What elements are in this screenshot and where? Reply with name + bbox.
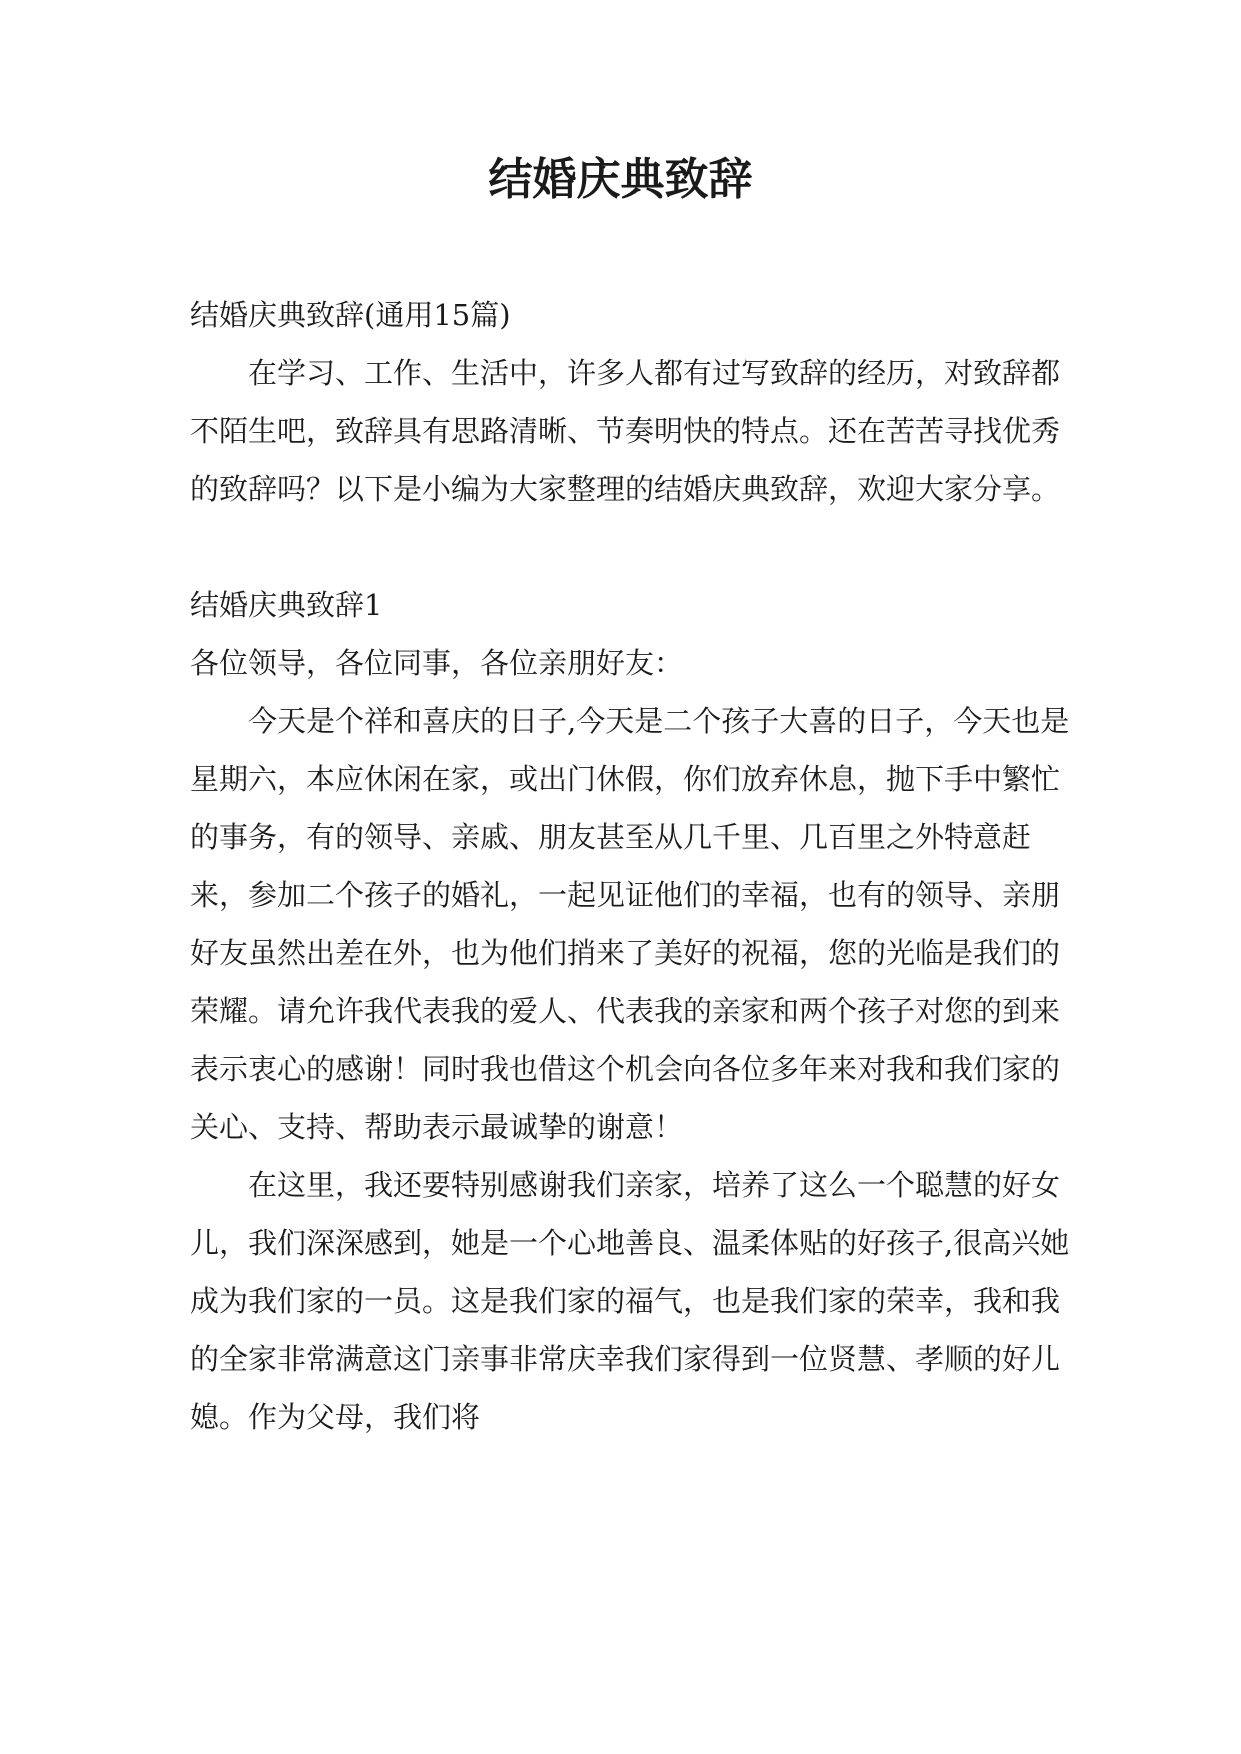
- salutation: 各位领导，各位同事，各位亲朋好友：: [190, 646, 684, 680]
- document-subtitle: 结婚庆典致辞(通用15篇): [190, 298, 511, 332]
- body-paragraph-1: 今天是个祥和喜庆的日子,今天是二个孩子大喜的日子，今天也是星期六，本应休闲在家，或出门休假，你们放弃休息，抛下手中繁忙的事务，有的领导、亲戚、朋友甚至从几千里、几百里之外特意赶来，参加二个孩子的婚礼，一起见证他们的幸福，也有的领导、亲朋好友虽然出差在外，也为他们捎来了美好的祝福，您的光临是我们的荣耀。请允许我代表我的爱人、代表我的亲家和两个孩子对您的到来表示衷心的感谢！同时我也借这个机会向各位多年来对我和我们家的关心、支持、帮助表示最诚挚的谢意！: [190, 704, 1070, 1144]
- document-body: [190, 286, 1072, 1446]
- section-spacer: [190, 518, 1072, 576]
- section-heading: 结婚庆典致辞1: [190, 588, 383, 622]
- document-title: 结婚庆典致辞: [488, 154, 753, 205]
- intro-paragraph: 在学习、工作、生活中，许多人都有过写致辞的经历，对致辞都不陌生吧，致辞具有思路清晰、节奏明快的特点。还在苦苦寻找优秀的致辞吗？以下是小编为大家整理的结婚庆典致辞，欢迎大家分享。: [190, 356, 1061, 506]
- body-paragraph-2: 在这里，我还要特别感谢我们亲家，培养了这么一个聪慧的好女儿，我们深深感到，她是一个心地善良、温柔体贴的好孩子,很高兴她成为我们家的一员。这是我们家的福气，也是我们家的荣幸，我和我的全家非常满意这门亲事非常庆幸我们家得到一位贤慧、孝顺的好儿媳。作为父母，我们将: [190, 1168, 1070, 1434]
